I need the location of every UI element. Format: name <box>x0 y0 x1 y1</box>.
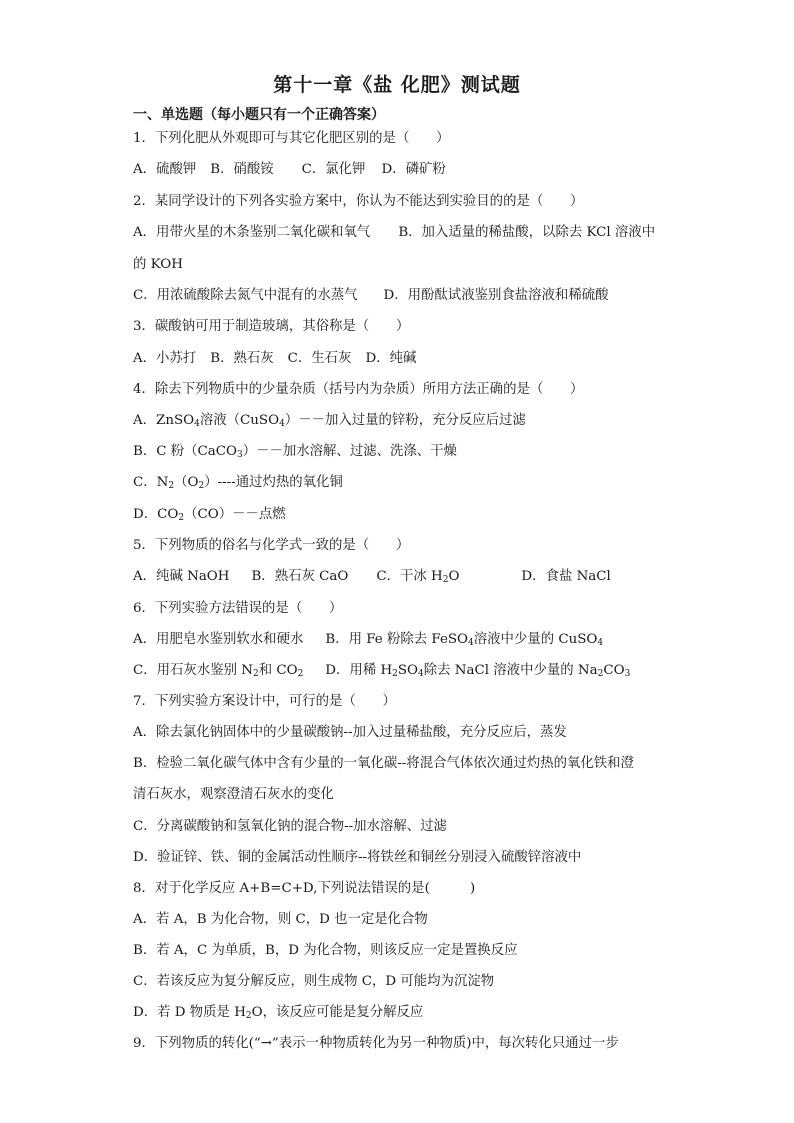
question-3-stem: 3．碳酸钠可用于制造玻璃，其俗称是（ ） <box>133 319 410 334</box>
question-4-option-b: B．C 粉（CaCO$_3$）－－加水溶解、过滤、洗涤、干燥 <box>133 444 457 460</box>
question-2-options-cd <box>133 287 673 305</box>
option-c: C．氯化钾 <box>301 162 366 177</box>
question-7-option-a: A．除去氯化钠固体中的少量碳酸钠--加入过量稀盐酸，充分反应后，蒸发 <box>133 725 567 740</box>
section-heading: 一、单选题（每小题只有一个正确答案） <box>133 107 385 123</box>
question-9-stem: 9．下列物质的转化(“→”表示一种物质转化为另一种物质)中，每次转化只通过一步 <box>133 1036 619 1051</box>
option-d: D．纯碱 <box>365 351 417 366</box>
option-c: C．用浓硫酸除去氮气中混有的水蒸气 <box>133 288 358 303</box>
option-a: A．小苏打 <box>133 351 197 366</box>
option-b: B．熟石灰 CaO <box>251 569 349 584</box>
page-title: 第十一章《盐 化肥》测试题 <box>273 74 521 96</box>
question-4-option-d: D．$CO_2(CO)--$点燃 <box>133 507 286 523</box>
question-8-option-a: A．若 A，B 为化合物，则 C，D 也一定是化合物 <box>133 912 428 927</box>
question-5-stem: 5．下列物质的俗名与化学式一致的是（ ） <box>133 538 410 553</box>
option-d: D．磷矿粉 <box>381 162 446 177</box>
option-c: C．干冰 $H_2O$ <box>376 569 460 585</box>
question-7-option-b-cont: 清石灰水，观察澄清石灰水的变化 <box>133 787 334 802</box>
option-b: B．用 Fe 粉除去 FeSO$_4$溶液中少量的 CuSO$_4$ <box>325 632 604 648</box>
question-4-option-a: A．ZnSO$_4$溶液（CuSO$_4$）－－加入过量的锌粉，充分反应后过滤 <box>133 413 526 429</box>
question-7-stem: 7．下列实验方案设计中，可行的是（ ） <box>133 694 396 709</box>
question-6-stem: 6．下列实验方法错误的是（ ） <box>133 601 343 616</box>
option-a: A．纯碱 NaOH <box>133 569 230 584</box>
question-4-option-c: C．$N_2(O_2)----$通过灼热的氧化铜 <box>133 475 343 491</box>
option-b: B．硝酸铵 <box>210 162 274 177</box>
question-8-option-c: C．若该反应为复分解反应，则生成物 C，D 可能均为沉淀物 <box>133 974 495 989</box>
question-7-option-d: D．验证锌、铁、铜的金属活动性顺序--将铁丝和铜丝分别浸入硫酸锌溶液中 <box>133 850 582 865</box>
question-2-option-b-cont: 的 KOH <box>133 257 183 272</box>
question-4-stem: 4．除去下列物质中的少量杂质（括号内为杂质）所用方法正确的是（ ） <box>133 382 584 397</box>
option-a: A．用肥皂水鉴别软水和硬水 <box>133 632 304 647</box>
option-d: D．用稀 $H_2SO_4$除去 NaCl 溶液中少量的 $Na_2CO_3$ <box>325 663 631 679</box>
question-2-stem: 2．某同学设计的下列各实验方案中，你认为不能达到实验目的的是（ ） <box>133 194 584 209</box>
option-c: C．生石灰 <box>287 351 352 366</box>
option-d: D．食盐 NaCl <box>521 569 611 584</box>
question-8-option-b: B．若 A，C 为单质，B，D 为化合物，则该反应一定是置换反应 <box>133 943 518 958</box>
option-c: C．用石灰水鉴别 $N_2$和 $CO_2$ <box>133 663 304 679</box>
question-6-options-cd <box>133 662 673 680</box>
option-b: B．熟石灰 <box>210 351 274 366</box>
question-6-options-ab <box>133 631 673 649</box>
option-d: D．用酚酞试液鉴别食盐溶液和稀硫酸 <box>383 288 609 303</box>
option-a: A．硫酸钾 <box>133 162 197 177</box>
option-b: B．加入适量的稀盐酸，以除去 KCl 溶液中 <box>398 225 656 240</box>
question-2-options-ab <box>133 224 673 242</box>
question-1-options <box>133 161 673 179</box>
question-1-stem: 1．下列化肥从外观即可与其它化肥区别的是（ ） <box>133 131 450 146</box>
question-8-option-d: D．若 D 物质是 $H_2O$，该反应可能是复分解反应 <box>133 1005 424 1021</box>
question-7-option-c: C．分离碳酸钠和氢氧化钠的混合物--加水溶解、过滤 <box>133 819 447 834</box>
option-a: A．用带火星的木条鉴别二氧化碳和氧气 <box>133 225 371 240</box>
question-3-options <box>133 350 673 368</box>
question-5-options <box>133 568 673 586</box>
question-7-option-b: B．检验二氧化碳气体中含有少量的一氧化碳--将混合气体依次通过灼热的氧化铁和澄 <box>133 756 634 771</box>
question-8-stem: 8．对于化学反应 A+B=C+D,下列说法错误的是( ) <box>133 881 476 896</box>
